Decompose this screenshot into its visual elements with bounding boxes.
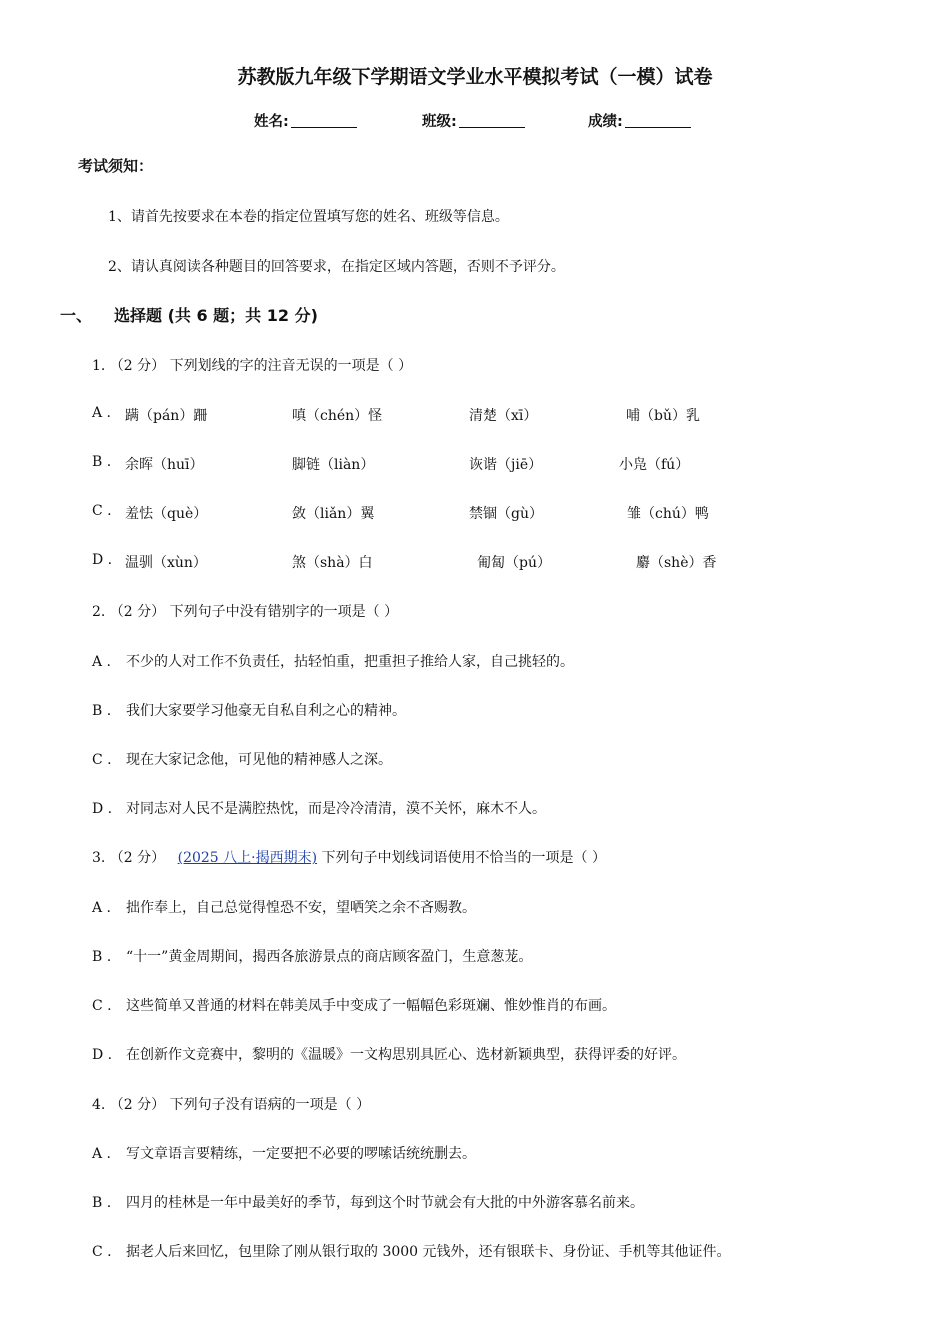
option-cell: 脚链（liàn） <box>292 457 375 473</box>
option-row <box>92 1143 476 1163</box>
option-row <box>92 651 574 671</box>
page-title: 苏教版九年级下学期语文学业水平模拟考试（一模）试卷 <box>237 66 713 88</box>
question-prefix: 3. （2 分） <box>92 850 166 866</box>
option-text: 拙作奉上，自己总觉得惶恐不安，望哂笑之余不吝赐教。 <box>126 900 476 916</box>
section-heading <box>60 303 318 326</box>
class-blank[interactable] <box>459 113 525 128</box>
score-label: 成绩: <box>588 114 623 130</box>
notice-heading: 考试须知： <box>78 157 154 175</box>
option-label: B . <box>92 454 112 470</box>
option-cell: 嗔（chén）怪 <box>292 408 383 424</box>
score-field[interactable] <box>588 110 691 131</box>
option-label: B . <box>92 703 112 719</box>
option-row <box>92 798 546 818</box>
option-row <box>92 1192 644 1212</box>
option-text: 在创新作文竞赛中，黎明的《温暖》一文构思别具匠心、选材新颖典型，获得评委的好评。 <box>126 1047 686 1063</box>
score-blank[interactable] <box>625 113 691 128</box>
option-text: 不少的人对工作不负责任，拈轻怕重，把重担子推给人家，自己挑轻的。 <box>126 654 574 670</box>
class-field[interactable] <box>422 110 525 131</box>
option-label: C . <box>92 752 112 768</box>
option-row <box>92 1044 686 1064</box>
option-row <box>92 995 616 1015</box>
question-stem <box>92 847 606 867</box>
name-field[interactable] <box>254 110 357 131</box>
option-text: “十一”黄金周期间，揭西各旅游景点的商店顾客盈门，生意葱茏。 <box>126 949 533 965</box>
name-blank[interactable] <box>291 113 357 128</box>
option-text: 写文章语言要精练，一定要把不必要的啰嗦话统统删去。 <box>126 1146 476 1162</box>
option-text: 四月的桂林是一年中最美好的季节，每到这个时节就会有大批的中外游客慕名前来。 <box>126 1195 644 1211</box>
name-label: 姓名: <box>254 114 289 130</box>
option-cell: 敛（liǎn）翼 <box>292 506 375 522</box>
question-stem: 1. （2 分） 下列划线的字的注音无误的一项是（ ） <box>92 358 413 374</box>
option-label: C . <box>92 1244 112 1260</box>
option-label: A . <box>92 900 112 916</box>
class-label: 班级: <box>422 114 457 130</box>
option-label: B . <box>92 949 112 965</box>
option-row <box>92 749 392 769</box>
option-cell: 小凫（fú） <box>619 457 690 473</box>
option-label: C . <box>92 503 112 519</box>
option-cell: 雏（chú）鸭 <box>627 506 709 522</box>
option-label: D . <box>92 1047 113 1063</box>
option-cell: 煞（shà）白 <box>292 555 373 571</box>
option-cell: 余晖（huī） <box>125 457 204 473</box>
option-cell: 匍匐（pú） <box>477 555 551 571</box>
option-label: B . <box>92 1195 112 1211</box>
option-label: C . <box>92 998 112 1014</box>
option-cell: 羞怯（què） <box>125 506 208 522</box>
option-text: 现在大家记念他，可见他的精神感人之深。 <box>126 752 392 768</box>
option-cell: 麝（shè）香 <box>636 555 717 571</box>
option-label: D . <box>92 801 113 817</box>
question-stem: 2. （2 分） 下列句子中没有错别字的一项是（ ） <box>92 604 399 620</box>
option-row <box>92 700 406 720</box>
option-row <box>92 1241 731 1261</box>
source-link[interactable]: (2025 八上·揭西期末) <box>177 850 318 866</box>
question-text: 下列句子中划线词语使用不恰当的一项是（ ） <box>321 850 606 866</box>
option-cell: 哺（bǔ）乳 <box>626 408 700 424</box>
notice-item: 2、请认真阅读各种题目的回答要求，在指定区域内答题，否则不予评分。 <box>108 259 565 275</box>
option-row <box>92 897 476 917</box>
notice-item: 1、请首先按要求在本卷的指定位置填写您的姓名、班级等信息。 <box>108 209 509 225</box>
option-label: D . <box>92 552 113 568</box>
option-cell: 诙谐（jiē） <box>469 457 543 473</box>
option-row <box>92 946 532 966</box>
option-cell: 禁锢（gù） <box>469 506 543 522</box>
option-label: A . <box>92 1146 112 1162</box>
option-cell: 温驯（xùn） <box>125 555 207 571</box>
option-cell: 蹒（pán）跚 <box>125 408 208 424</box>
option-text: 我们大家要学习他豪无自私自利之心的精神。 <box>126 703 406 719</box>
question-stem: 4. （2 分） 下列句子没有语病的一项是（ ） <box>92 1097 371 1113</box>
option-text: 据老人后来回忆，包里除了刚从银行取的 3000 元钱外，还有银联卡、身份证、手机等其他证件。 <box>126 1244 731 1260</box>
option-text: 对同志对人民不是满腔热忱，而是冷冷清清，漠不关怀，麻木不人。 <box>126 801 546 817</box>
option-cell: 清楚（xī） <box>469 408 538 424</box>
section-number: 一、 <box>60 306 93 325</box>
option-text: 这些简单又普通的材料在韩美凤手中变成了一幅幅色彩斑斓、惟妙惟肖的布画。 <box>126 998 616 1014</box>
section-title: 选择题 (共 6 题；共 12 分) <box>114 306 318 325</box>
option-label: A . <box>92 654 112 670</box>
option-label: A . <box>92 405 112 421</box>
